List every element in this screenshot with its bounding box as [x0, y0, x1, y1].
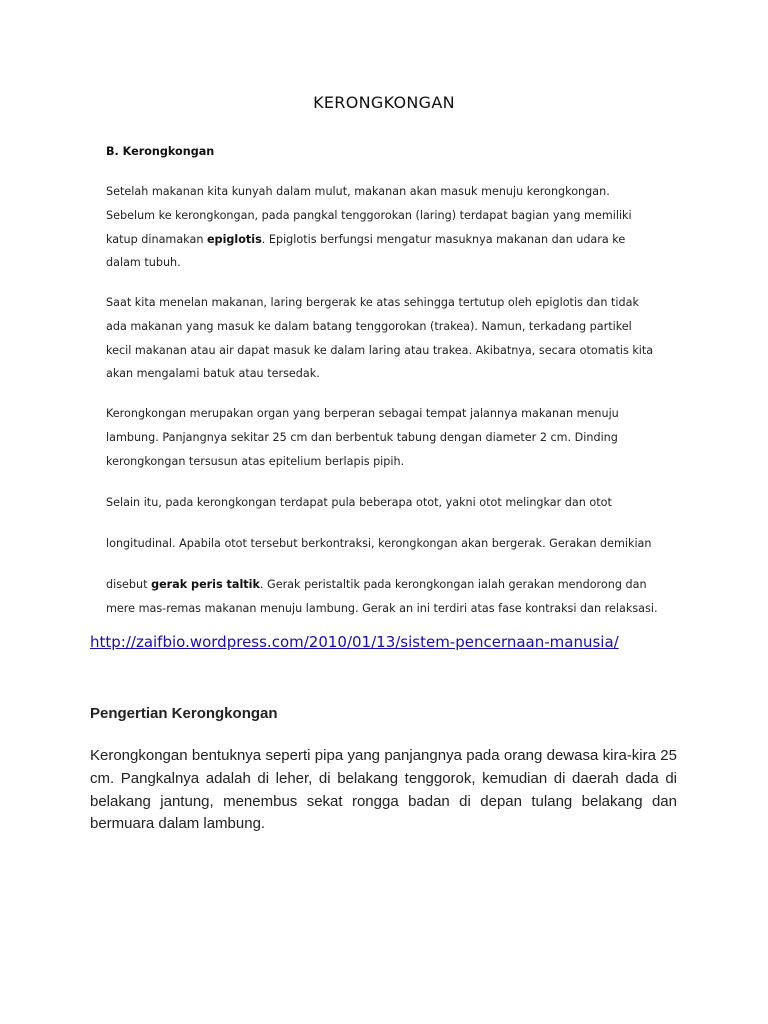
- p5-line-3: belakang jantung, menembus sekat rongga badan di depan tulang belakang dan: [90, 792, 677, 810]
- p4-line-1: Selain itu, pada kerongkongan terdapat pula beberapa otot, yakni otot melingkar dan otot: [106, 496, 612, 509]
- p5-line-2: cm. Pangkalnya adalah di leher, di belakang tenggorok, kemudian di daerah dada di: [90, 769, 677, 787]
- term-gerak-peristaltik: gerak peris taltik: [151, 578, 260, 591]
- p2-line-3: kecil makanan atau air dapat masuk ke dalam laring atau trakea. Akibatnya, secara otomatis kita: [106, 344, 654, 357]
- p4-line-4: mere mas-remas makanan menuju lambung. Gerak an ini terdiri atas fase kontraksi dan relaksasi.: [106, 602, 658, 615]
- p1-line-2: Sebelum ke kerongkongan, pada pangkal tenggorokan (laring) terdapat bagian yang memiliki: [106, 209, 632, 222]
- p2-line-4: akan mengalami batuk atau tersedak.: [106, 367, 320, 380]
- p1-line-3-start: katup dinamakan: [106, 233, 207, 246]
- section-heading-text: B. Kerongkongan: [106, 145, 215, 158]
- p4-line-3-start: disebut: [106, 578, 152, 591]
- section-heading: [106, 145, 666, 158]
- p5-line-1: Kerongkongan bentuknya seperti pipa yang panjangnya pada orang dewasa kira-kira 25: [90, 747, 677, 764]
- p4-line-3: [106, 578, 666, 591]
- p1-line-4: dalam tubuh.: [106, 256, 181, 269]
- term-epiglotis: epiglotis: [206, 233, 262, 246]
- p3-line-2: lambung. Panjangnya sekitar 25 cm dan berbentuk tabung dengan diameter 2 cm. Dinding: [106, 431, 618, 444]
- section-heading-pengertian: Pengertian Kerongkongan: [90, 705, 278, 722]
- p3-line-1: Kerongkongan merupakan organ yang berperan sebagai tempat jalannya makanan menuju: [106, 407, 619, 420]
- paragraph-pengertian: [90, 745, 677, 836]
- source-link[interactable]: http://zaifbio.wordpress.com/2010/01/13/sistem-pencernaan-manusia/: [90, 633, 619, 651]
- p3-line-3: kerongkongan tersusun atas epitelium berlapis pipih.: [106, 455, 405, 468]
- p1-line-3-end: . Epiglotis berfungsi mengatur masuknya makanan dan udara ke: [261, 233, 626, 246]
- p1-line-3: [106, 233, 666, 246]
- p4-line-2: longitudinal. Apabila otot tersebut berkontraksi, kerongkongan akan bergerak. Gerakan demikian: [106, 537, 652, 550]
- p4-line-3-end: . Gerak peristaltik pada kerongkongan ialah gerakan mendorong dan: [259, 578, 647, 591]
- p2-line-1: Saat kita menelan makanan, laring bergerak ke atas sehingga tertutup oleh epiglotis dan tidak: [106, 296, 639, 309]
- p1-line-1: Setelah makanan kita kunyah dalam mulut, makanan akan masuk menuju kerongkongan.: [106, 185, 610, 198]
- p5-line-4: bermuara dalam lambung.: [90, 815, 266, 833]
- page-title: KERONGKONGAN: [313, 93, 455, 112]
- p2-line-2: ada makanan yang masuk ke dalam batang tenggorokan (trakea). Namun, terkadang partikel: [106, 320, 632, 333]
